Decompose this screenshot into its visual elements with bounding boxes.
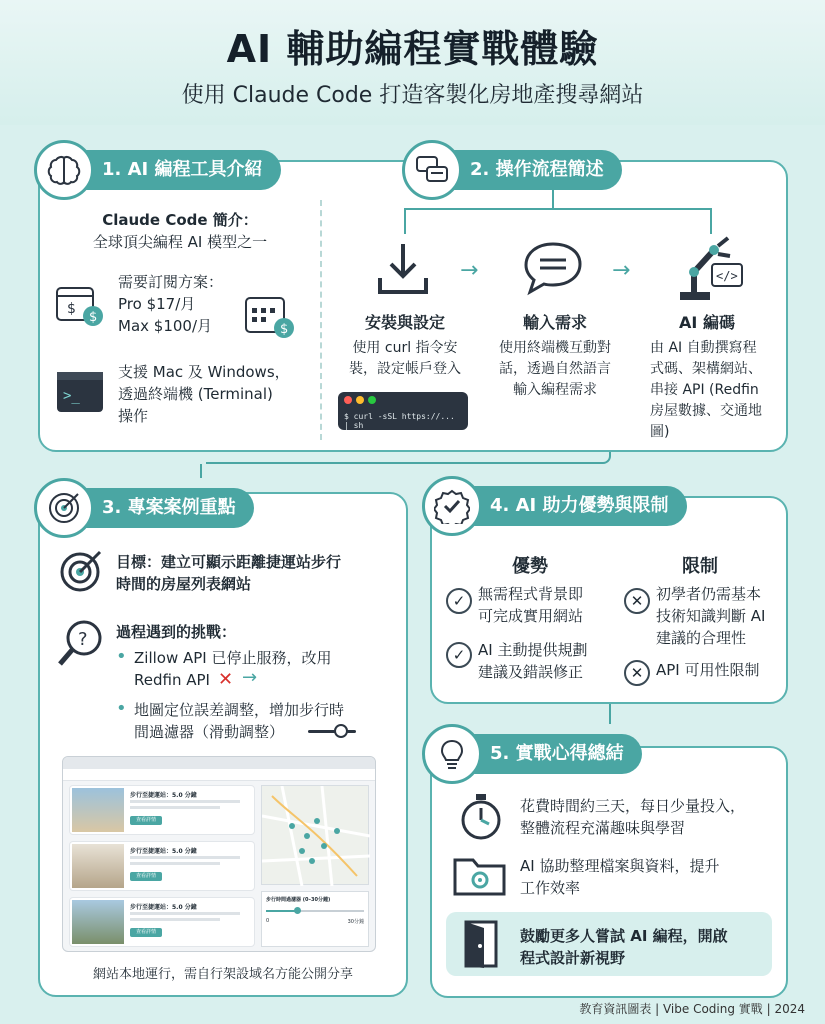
bullet-dot: • bbox=[116, 646, 127, 667]
target-icon bbox=[34, 478, 94, 538]
challenge-1-line-2: Redfin API bbox=[134, 671, 210, 689]
listing-button: 查看詳情 bbox=[130, 816, 162, 825]
intro-line-2: 全球頂尖編程 AI 模型之一 bbox=[92, 233, 268, 251]
step-1-line-2: 裝，設定帳戶登入 bbox=[349, 361, 461, 377]
pro-2-line-2: 建議及錯誤修正 bbox=[478, 663, 584, 681]
con-2-line-1: API 可用性限制 bbox=[656, 661, 760, 679]
goal-line-1: 目標：建立可顯示距離捷運站步行 bbox=[116, 553, 342, 571]
step-2-line-1: 使用終端機互動對 bbox=[499, 340, 611, 356]
browser-tabbar bbox=[63, 757, 375, 769]
open-door-icon bbox=[460, 918, 504, 974]
terminal-icon bbox=[55, 370, 105, 420]
challenge-2-line-2: 間過濾器（滑動調整） bbox=[134, 723, 285, 741]
listing-button: 查看詳情 bbox=[130, 872, 162, 881]
section-3-heading: 3. 專案案例重點 bbox=[40, 488, 254, 528]
support-line-3: 操作 bbox=[118, 407, 149, 425]
listing-card bbox=[69, 841, 255, 891]
footer-credit: 教育資訊圖表 | Vibe Coding 實戰 | 2024 bbox=[579, 1002, 805, 1016]
robot-arm-icon bbox=[672, 232, 746, 308]
flow-line bbox=[609, 704, 611, 724]
step-3-title: AI 編碼 bbox=[679, 313, 735, 332]
section-2-heading: 2. 操作流程簡述 bbox=[408, 150, 622, 190]
house-photo bbox=[72, 844, 124, 888]
stopwatch-icon bbox=[458, 792, 504, 846]
filter-max: 30分鐘 bbox=[347, 919, 364, 925]
cons-title: 限制 bbox=[682, 556, 718, 577]
summary-1-line-2: 整體流程充滿趣味與學習 bbox=[520, 819, 686, 837]
browser-window bbox=[62, 756, 376, 952]
x-circle-icon: ✕ bbox=[624, 660, 650, 686]
page-subtitle: 使用 Claude Code 打造客製化房地產搜尋網站 bbox=[181, 83, 644, 108]
check-icon: ✓ bbox=[446, 642, 472, 668]
step-2-title: 輸入需求 bbox=[522, 313, 587, 332]
summary-3-line-2: 程式設計新視野 bbox=[520, 949, 626, 967]
pro-2-line-1: AI 主動提供規劃 bbox=[478, 641, 588, 659]
summary-3-line-1: 鼓勵更多人嘗試 AI 編程，開啟 bbox=[520, 927, 728, 945]
flow-line bbox=[404, 208, 712, 210]
terminal-snippet bbox=[338, 392, 468, 430]
svg-text:?: ? bbox=[78, 629, 88, 650]
challenge-2-line-1: 地圖定位誤差調整，增加步行時 bbox=[134, 701, 345, 719]
step-3-line-1: 由 AI 自動撰寫程 bbox=[650, 340, 757, 356]
con-1-line-3: 建議的合理性 bbox=[656, 629, 747, 647]
map-panel bbox=[261, 785, 369, 885]
chat-icon bbox=[402, 140, 462, 200]
filter-label: 步行時間過濾器 (0–30分鐘) bbox=[266, 897, 331, 903]
listing-title: 步行至捷運站：5.0 分鐘 bbox=[130, 792, 197, 799]
calendar-dollar-icon bbox=[55, 282, 105, 332]
listing-card bbox=[69, 897, 255, 947]
listing-card bbox=[69, 785, 255, 835]
step-3-line-5: 圖) bbox=[650, 424, 670, 440]
speech-bubble-icon bbox=[520, 238, 586, 304]
filter-min: 0 bbox=[266, 918, 270, 924]
screenshot-caption: 網站本地運行，需自行架設域名方能公開分享 bbox=[92, 967, 353, 982]
svg-text:$: $ bbox=[89, 310, 98, 325]
subscription-line-2: Pro $17/月 bbox=[118, 295, 196, 313]
pro-1-line-2: 可完成實用網站 bbox=[478, 607, 584, 625]
svg-text:</>: </> bbox=[716, 269, 738, 283]
page-title: AI 輔助編程實戰體驗 bbox=[226, 27, 599, 71]
flow-line bbox=[710, 208, 712, 234]
step-3-line-4: 房屋數據、交通地 bbox=[650, 403, 762, 419]
slider-thumb bbox=[294, 907, 301, 914]
step-2-line-3: 輸入編程需求 bbox=[513, 382, 597, 398]
summary-1-line-1: 花費時間約三天，每日少量投入， bbox=[520, 797, 746, 815]
lightbulb-icon bbox=[422, 724, 482, 784]
subscription-line-1: 需要訂閱方案： bbox=[118, 273, 224, 291]
check-icon: ✓ bbox=[446, 588, 472, 614]
step-1-line-1: 使用 curl 指令安 bbox=[352, 340, 458, 356]
intro-line-1: Claude Code 簡介： bbox=[102, 211, 258, 229]
svg-text:>_: >_ bbox=[63, 388, 80, 404]
arrow-right-icon: → bbox=[242, 667, 258, 688]
arrow-right-icon: → bbox=[612, 258, 631, 283]
folder-gear-icon bbox=[452, 852, 508, 902]
section-5-heading: 5. 實戰心得總結 bbox=[428, 734, 642, 774]
challenge-title: 過程遇到的挑戰： bbox=[116, 623, 237, 641]
target-icon bbox=[58, 548, 104, 598]
browser-addressbar bbox=[63, 769, 375, 781]
summary-2-line-2: 工作效率 bbox=[520, 879, 581, 897]
check-badge-icon bbox=[422, 476, 482, 536]
house-photo bbox=[72, 788, 124, 832]
flow-line bbox=[552, 188, 554, 208]
bullet-dot: • bbox=[116, 698, 127, 719]
filter-panel bbox=[261, 891, 369, 947]
step-3-line-3: 串接 API (Redfin bbox=[650, 382, 759, 398]
listing-title: 步行至捷運站：5.0 分鐘 bbox=[130, 848, 197, 855]
section-4-heading: 4. AI 助力優勢與限制 bbox=[428, 486, 687, 526]
summary-2-line-1: AI 協助整理檔案與資料，提升 bbox=[520, 857, 720, 875]
terminal-command: $ curl -sSL https://... | sh bbox=[344, 412, 455, 430]
calendar-grid-icon bbox=[244, 292, 296, 344]
con-1-line-1: 初學者仍需基本 bbox=[656, 585, 762, 603]
challenge-1-line-1: Zillow API 已停止服務，改用 bbox=[134, 649, 332, 667]
goal-line-2: 時間的房屋列表網站 bbox=[116, 575, 252, 593]
cross-icon: ✕ bbox=[218, 669, 234, 690]
magnifier-question-icon bbox=[56, 618, 104, 672]
flow-line bbox=[200, 464, 212, 478]
svg-text:$: $ bbox=[280, 322, 289, 337]
pro-1-line-1: 無需程式背景即 bbox=[478, 585, 584, 603]
step-2-line-2: 話，透過自然語言 bbox=[499, 361, 611, 377]
arrow-right-icon: → bbox=[460, 258, 479, 283]
support-line-1: 支援 Mac 及 Windows， bbox=[118, 363, 290, 381]
support-line-2: 透過終端機 (Terminal) bbox=[118, 385, 273, 403]
step-1-title: 安裝與設定 bbox=[364, 313, 445, 332]
slider-icon bbox=[308, 726, 356, 736]
section-1-heading: 1. AI 編程工具介紹 bbox=[40, 150, 281, 190]
step-3-line-2: 式碼、架構網站、 bbox=[650, 361, 762, 377]
listing-button: 查看詳情 bbox=[130, 928, 162, 937]
listing-title: 步行至捷運站：5.0 分鐘 bbox=[130, 904, 197, 911]
divider bbox=[320, 200, 322, 440]
x-circle-icon: ✕ bbox=[624, 588, 650, 614]
pros-title: 優勢 bbox=[512, 556, 548, 577]
download-icon bbox=[372, 238, 434, 304]
brain-icon bbox=[34, 140, 94, 200]
terminal-window-dots bbox=[338, 392, 468, 404]
flow-line bbox=[206, 452, 611, 464]
house-photo bbox=[72, 900, 124, 944]
con-1-line-2: 技術知識判斷 AI bbox=[656, 607, 766, 625]
subscription-line-3: Max $100/月 bbox=[118, 317, 213, 335]
flow-line bbox=[404, 208, 406, 234]
svg-text:$: $ bbox=[67, 301, 76, 317]
